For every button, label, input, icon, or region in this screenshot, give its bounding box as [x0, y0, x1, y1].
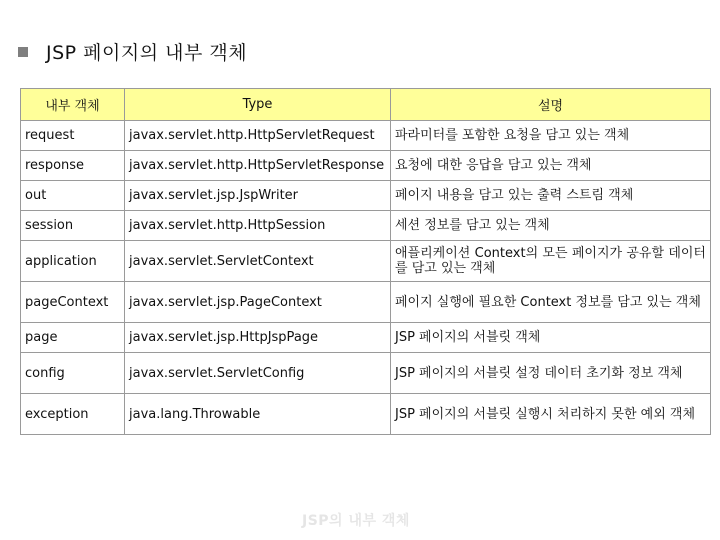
- table-row: [21, 181, 711, 211]
- square-bullet-icon: [18, 47, 28, 57]
- object-description: 파라미터를 포함한 요청을 담고 있는 객체: [391, 121, 711, 151]
- slide-title-row: [18, 38, 247, 65]
- object-name: config: [21, 353, 125, 394]
- object-type: javax.servlet.jsp.HttpJspPage: [125, 323, 391, 353]
- object-type: java.lang.Throwable: [125, 394, 391, 435]
- header-object: 내부 객체: [21, 89, 125, 121]
- object-name: page: [21, 323, 125, 353]
- table-row: [21, 121, 711, 151]
- header-type: Type: [125, 89, 391, 121]
- object-type: javax.servlet.jsp.PageContext: [125, 282, 391, 323]
- object-name: session: [21, 211, 125, 241]
- object-type: javax.servlet.ServletConfig: [125, 353, 391, 394]
- object-type: javax.servlet.http.HttpServletRequest: [125, 121, 391, 151]
- table-row: [21, 282, 711, 323]
- table-row: [21, 353, 711, 394]
- object-description: 페이지 내용을 담고 있는 출력 스트림 객체: [391, 181, 711, 211]
- object-type: javax.servlet.ServletContext: [125, 241, 391, 282]
- object-name: out: [21, 181, 125, 211]
- object-name: pageContext: [21, 282, 125, 323]
- object-description: JSP 페이지의 서블릿 설정 데이터 초기화 정보 객체: [391, 353, 711, 394]
- implicit-objects-table: [20, 88, 711, 435]
- object-name: application: [21, 241, 125, 282]
- table-row: [21, 323, 711, 353]
- table-row: [21, 394, 711, 435]
- table-row: [21, 211, 711, 241]
- object-type: javax.servlet.jsp.JspWriter: [125, 181, 391, 211]
- object-name: request: [21, 121, 125, 151]
- header-description: 설명: [391, 89, 711, 121]
- object-type: javax.servlet.http.HttpServletResponse: [125, 151, 391, 181]
- object-description: JSP 페이지의 서블릿 실행시 처리하지 못한 예외 객체: [391, 394, 711, 435]
- table-row: [21, 151, 711, 181]
- slide-title: JSP 페이지의 내부 객체: [46, 42, 248, 64]
- object-type: javax.servlet.http.HttpSession: [125, 211, 391, 241]
- object-name: exception: [21, 394, 125, 435]
- object-name: response: [21, 151, 125, 181]
- object-description: 애플리케이션 Context의 모든 페이지가 공유할 데이터를 담고 있는 객체: [391, 241, 711, 282]
- slide-footer: JSP의 내부 객체: [302, 513, 410, 529]
- object-description: 세션 정보를 담고 있는 객체: [391, 211, 711, 241]
- object-description: 페이지 실행에 필요한 Context 정보를 담고 있는 객체: [391, 282, 711, 323]
- object-description: JSP 페이지의 서블릿 객체: [391, 323, 711, 353]
- object-description: 요청에 대한 응답을 담고 있는 객체: [391, 151, 711, 181]
- table-header-row: [21, 89, 711, 121]
- table-row: [21, 241, 711, 282]
